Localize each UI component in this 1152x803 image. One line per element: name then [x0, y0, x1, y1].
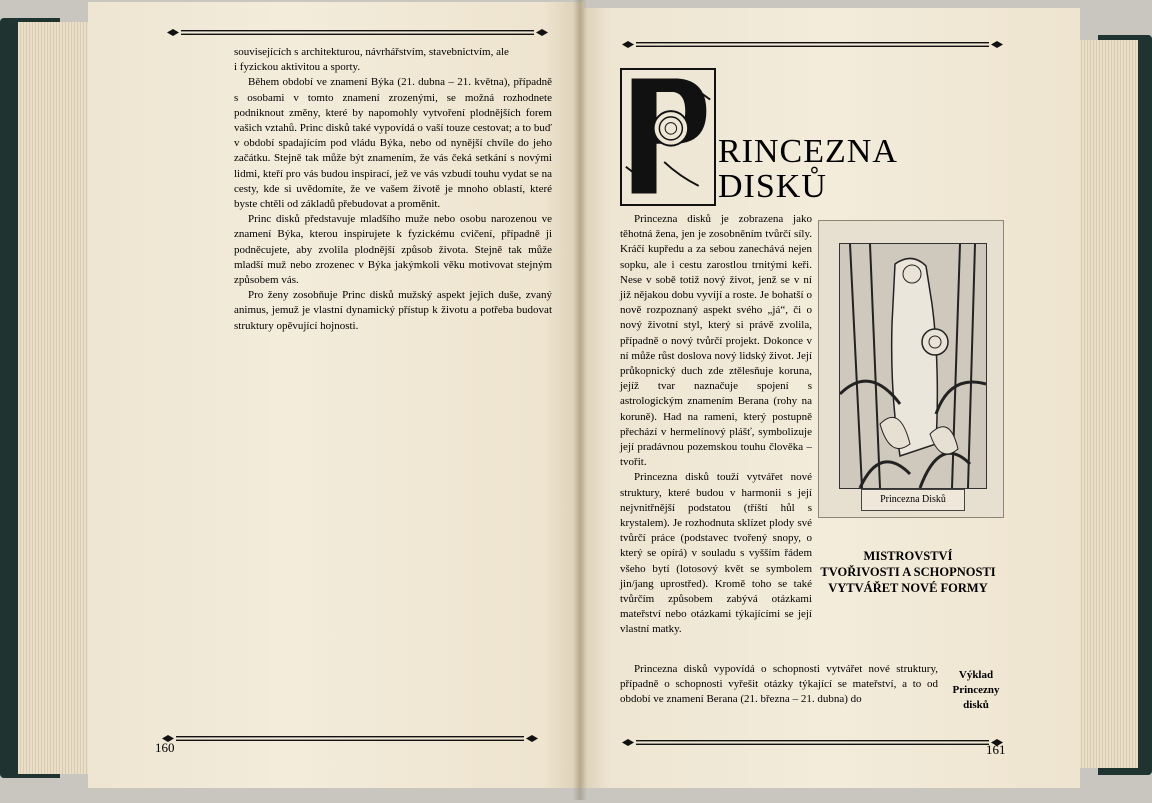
- book-gutter: [573, 0, 587, 800]
- right-text-block-bottom: [620, 662, 938, 708]
- chapter-title-line1: RINCEZNA: [718, 133, 898, 170]
- side-label-line: Výklad: [958, 669, 994, 681]
- page-stack-left: [18, 22, 98, 774]
- paragraph: Princezna disků je zobrazena jako těhotná žena, jen je zosobněním tvůrčí síly. Kráčí kupředu a za sebou zanechává nejen sopku, ale i cestu zarostlou trnitými keři. Nese v sobě totiž nový život, jenž se v ní již nějakou dobu vyvíjí a roste. Je bohatší o nově rozpoznaný aspekt svého „já“, či o nový životní styl, který si právě zvolila, případně o nový tvůrčí projekt. Dokonce v ní může růst doslova nový lidský život. Její průkopnický duch zde ztělesňuje koruna, jejíž tvar naznačuje spojení s astrologickým znamením Berana (rohy na koruně). Had na rameni, který postupně přechází v hermelínový plášť, symbolizuje její pradávnou pozemskou touhu člověka – tvořit.: [620, 213, 812, 469]
- paragraph: Princ disků představuje mladšího muže nebo osobu narozenou ve znamení Býka, kterou inspirujete k fyzickému cvičení, případně ji podněcujete, aby zvolila plodnější způsob života. Stejně tak může mladší muž nebo zrozenec v Býka jakýmkoli věku motivovat stejným způsobem vás.: [234, 213, 552, 287]
- page-number-right: 161: [986, 742, 1006, 757]
- paragraph: Princezna disků vypovídá o schopnosti vytvářet nové struktury, případně o schopnosti vyřešit otázky týkající se mateřství, a to od období ve znamení Berana (21. března – 21. dubna) do: [620, 663, 938, 706]
- page-stack-right: [1070, 40, 1138, 768]
- paragraph: Princezna disků touží vytvářet nové struktury, které budou v harmonii s její nejvnitřnější podstatou (tříští hůl s krystalem). Je rozhodnuta sklízet plody své tvůrčí práce (podstavec tvořený snopy, o který se opírá) v souladu s vyšším řádem všeho bytí (lotosový květ se symbolem jin/jang uprostřed). Kromě toho se také tvůrčím způsobem zabývá otázkami mateřství nebo otázkami týkajícími se její vlastní matky.: [620, 471, 812, 636]
- subhead-line: TVOŘIVOSTI A SCHOPNOSTI: [820, 565, 996, 579]
- dropcap-illustration-icon: [622, 70, 714, 204]
- tarot-card-caption: Princezna Disků: [861, 489, 965, 511]
- chapter-title-line2: DISKŮ: [718, 168, 827, 205]
- tarot-card: [818, 220, 1004, 518]
- ornamental-rule-top-left: [165, 28, 550, 37]
- subhead-line: VYTVÁŘET NOVÉ FORMY: [828, 581, 988, 595]
- tarot-card-illustration-icon: [839, 243, 987, 489]
- side-label-line: disků: [963, 699, 989, 711]
- side-label: [948, 668, 1004, 713]
- left-text-block: [234, 45, 552, 334]
- subhead-line: MISTROVSTVÍ: [863, 549, 953, 563]
- decorated-dropcap: [620, 68, 716, 206]
- section-subhead: [812, 548, 1004, 596]
- paragraph: Během období ve znamení Býka (21. dubna – 21. května), případně s osobami v tomto znamení zrozenými, se možná rozhodnete podniknout změny, které by napomohly vytvoření plodnějších forem vašich vztahů. Princ disků také vypovídá o vaší touze cestovat; a to buď v období spadajícím pod vládu Býka, nebo od nynější chvíle do jeho začátku. Stejně tak může být znamením, že vás čeká setkání s novými lidmi, kteří pro vás budou inspirací, jež ve vás vzbudí touhu vydat se na cesty, kde si uvědomíte, že ve vašem životě je mnoho oblastí, které byste chtěli od základů přebudovat a proměnit.: [234, 76, 552, 211]
- paragraph: Pro ženy zosobňuje Princ disků mužský aspekt jejich duše, zvaný animus, jemuž je vlastní dynamický přístup k životu a potřeba budovat struktury opěvující hojnosti.: [234, 289, 552, 332]
- page-number-left: 160: [155, 740, 175, 755]
- ornamental-rule-bottom-left: [160, 734, 540, 743]
- text-line: i fyzickou aktivitou a sporty.: [234, 61, 361, 74]
- text-line: souvisejících s architekturou, návrhářstvím, stavebnictvím, ale: [234, 46, 509, 58]
- right-text-block-narrow: [620, 212, 812, 638]
- ornamental-rule-top-right: [620, 40, 1005, 49]
- ornamental-rule-bottom-right: [620, 738, 1005, 747]
- side-label-line: Princezny: [952, 684, 1000, 696]
